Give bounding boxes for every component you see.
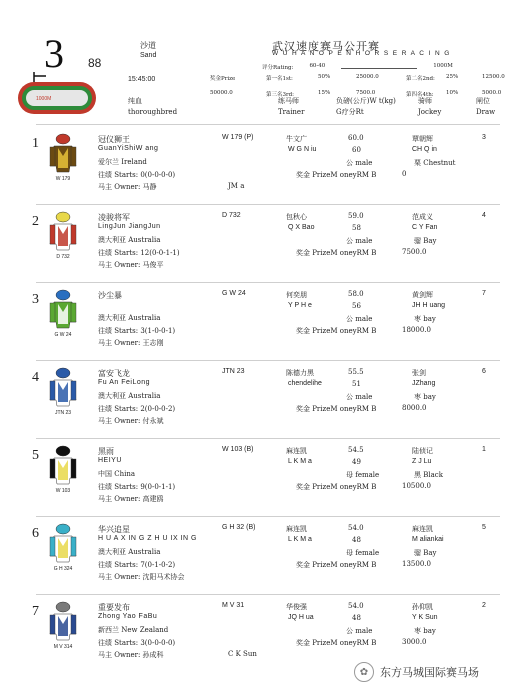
jockey-name-cn: 范成义	[412, 213, 433, 221]
silk-code: G H 324	[53, 566, 73, 572]
col-trainer-en: Trainer	[278, 108, 305, 116]
prize-fourth-pct: 10%	[446, 90, 459, 96]
carried-weight: 54.5	[348, 446, 364, 454]
horse-name-en: HEIYU	[98, 457, 122, 464]
trainer-name-en: L K M a	[288, 458, 312, 465]
runner-number: 2	[32, 214, 39, 229]
horse-owner: 马主 Owner: 马俊平	[98, 261, 164, 269]
horse-sex: 公 male	[346, 393, 373, 401]
trainer-name-en: Y P H e	[288, 302, 312, 309]
horse-name-en: Zhong Yao FaBu	[98, 613, 158, 620]
prize-money-label: 奖金 PrizeM oneyRM B	[296, 327, 377, 335]
prize-money-label: 奖金 PrizeM oneyRM B	[296, 561, 377, 569]
jockey-name-en: Y K Sun	[412, 614, 438, 621]
prize-label: 奖金Prize	[210, 76, 236, 82]
horse-owner: 马主 Owner: 王志刚	[98, 339, 164, 347]
col-draw-cn: 闸位	[476, 97, 490, 105]
horse-color: 骝 Bay	[414, 549, 437, 557]
rating-value: 51	[352, 380, 361, 388]
runner-number: 1	[32, 136, 39, 151]
draw-number: 3	[482, 134, 486, 141]
horse-name-cn: 富安飞龙	[98, 369, 130, 378]
horse-origin: 澳大利亚 Australia	[98, 548, 161, 556]
watermark	[354, 662, 479, 682]
runner-row	[0, 364, 520, 442]
rating-value: 48	[352, 614, 361, 622]
carried-weight: 58.0	[348, 290, 364, 298]
prize-third-pct: 15%	[318, 90, 331, 96]
prize-money-label: 奖金 PrizeM oneyRM B	[296, 405, 377, 413]
row-divider	[36, 360, 500, 361]
prize-money-value: 7500.0	[402, 248, 427, 256]
col-trainer	[278, 96, 304, 118]
rating-range: 60-40	[309, 63, 326, 69]
prize-money-value: 18000.0	[402, 326, 431, 334]
horse-code: M V 31	[222, 602, 245, 609]
carried-weight: 54.0	[348, 524, 364, 532]
jockey-name-cn: 黄剑辉	[412, 291, 433, 299]
prize-third-amt: 7500.0	[356, 90, 376, 96]
trainer-name-cn: 麻连凯	[286, 447, 307, 455]
runner-number: 6	[32, 526, 39, 541]
horse-sex: 公 male	[346, 237, 373, 245]
horse-color: 黑 Black	[414, 471, 443, 479]
rating-value: 48	[352, 536, 361, 544]
jockey-name-cn: 张剑	[412, 369, 426, 377]
horse-name-en: Fu An FeiLong	[98, 379, 151, 386]
race-sub-number: 88	[88, 56, 102, 70]
prize-money-value: 10500.0	[402, 482, 431, 490]
rating-value: 58	[352, 224, 361, 232]
trainer-name-cn: 包秋心	[286, 213, 307, 221]
jockey-name-en: JZhang	[412, 380, 436, 387]
jockey-name-cn: 孙仰凯	[412, 603, 433, 611]
horse-record: 往绩 Starts: 2(0-0-0-2)	[98, 405, 176, 413]
horse-owner: 马主 Owner: 沈阳马术协会	[98, 573, 185, 581]
jockey-silk-icon	[48, 288, 78, 330]
draw-number: 1	[482, 446, 486, 453]
horse-name-cn: 凌骏将军	[98, 213, 130, 222]
race-number: 3	[44, 31, 64, 76]
distance-rule	[341, 61, 417, 69]
col-blood-en: thoroughbred	[128, 108, 178, 116]
jockey-name-cn: 陆侦记	[412, 447, 433, 455]
prize-fourth-amt: 5000.0	[482, 90, 502, 96]
col-draw-en: Draw	[476, 108, 496, 116]
col-trainer-cn: 练马师	[278, 97, 299, 105]
distance: 1000M	[433, 63, 453, 69]
prize-third-label: 第三名3rd:	[266, 92, 295, 98]
horse-record: 往绩 Starts: 3(1-0-0-1)	[98, 327, 176, 335]
col-jockey-en: Jockey	[418, 108, 442, 116]
prize-money-label: 奖金 PrizeM oneyRM B	[296, 483, 377, 491]
silk-code: M V 314	[53, 644, 73, 650]
header-divider	[36, 124, 500, 125]
prize-money-value: 3000.0	[402, 638, 427, 646]
horse-color: 枣 bay	[414, 315, 436, 323]
horse-name-en: GuanYiShiW ang	[98, 145, 159, 152]
horse-owner-en: C K Sun	[228, 650, 257, 658]
runner-row	[0, 442, 520, 520]
trainer-name-cn: 何奕朋	[286, 291, 307, 299]
horse-code: W 103 (B)	[222, 446, 254, 453]
horse-origin: 新西兰 New Zealand	[98, 626, 169, 634]
trainer-name-cn: 牛文广	[286, 135, 307, 143]
horse-name-en: H U A X IN G Z H U IX IN G	[98, 535, 197, 542]
prize-money-label: 奖金 PrizeM oneyRM B	[296, 639, 377, 647]
horse-origin: 澳大利亚 Australia	[98, 236, 161, 244]
horse-origin: 澳大利亚 Australia	[98, 314, 161, 322]
draw-number: 4	[482, 212, 486, 219]
horse-sex: 公 male	[346, 315, 373, 323]
horse-record: 往绩 Starts: 0(0-0-0-0)	[98, 171, 176, 179]
prize-first-label: 第一名1st:	[266, 76, 293, 82]
col-jockey	[418, 96, 441, 118]
jockey-name-en: Z J Lu	[412, 458, 432, 465]
horse-record: 往绩 Starts: 3(0-0-0-0)	[98, 639, 176, 647]
jockey-name-en: C Y Fan	[412, 224, 438, 231]
horse-code: G W 24	[222, 290, 246, 297]
runner-number: 3	[32, 292, 39, 307]
col-weight	[336, 96, 396, 118]
race-title-en: W U H A N O P E N H O R S E R A C I N G	[272, 50, 451, 57]
col-blood-cn: 纯血	[128, 97, 142, 105]
col-draw	[476, 96, 495, 118]
horse-name-cn: 黑雨	[98, 447, 114, 456]
trainer-name-en: chendelihe	[288, 380, 322, 387]
horse-owner: 马主 Owner: 付永斌	[98, 417, 164, 425]
horse-sex: 公 male	[346, 627, 373, 635]
jockey-name-cn: 麻连凯	[412, 525, 433, 533]
horse-origin: 澳大利亚 Australia	[98, 392, 161, 400]
carried-weight: 60.0	[348, 134, 364, 142]
jockey-silk-icon	[48, 132, 78, 174]
jockey-silk-icon	[48, 600, 78, 642]
surface-en: Sand	[140, 52, 157, 59]
wechat-icon: ✿	[354, 662, 374, 682]
draw-number: 7	[482, 290, 486, 297]
silk-code: W 103	[55, 488, 71, 494]
prize-money-value: 8000.0	[402, 404, 427, 412]
trainer-name-cn: 华俊强	[286, 603, 307, 611]
runner-number: 7	[32, 604, 39, 619]
row-divider	[36, 282, 500, 283]
horse-code: D 732	[222, 212, 241, 219]
jockey-silk-icon	[48, 522, 78, 564]
horse-record: 往绩 Starts: 9(0-0-1-1)	[98, 483, 176, 491]
horse-sex: 母 female	[346, 549, 380, 557]
rating-value: 56	[352, 302, 361, 310]
trainer-name-en: Q X Bao	[288, 224, 315, 231]
horse-color: 骝 Bay	[414, 237, 437, 245]
carried-weight: 55.5	[348, 368, 364, 376]
runner-number: 5	[32, 448, 39, 463]
rating-value: 60	[352, 146, 361, 154]
horse-origin: 爱尔兰 Ireland	[98, 158, 147, 166]
draw-number: 5	[482, 524, 486, 531]
surface-cn: 沙道	[140, 41, 156, 50]
trainer-name-en: L K M a	[288, 536, 312, 543]
prize-first-pct: 50%	[318, 74, 331, 80]
prize-second-amt: 12500.0	[482, 74, 505, 80]
prize-money-label: 奖金 PrizeM oneyRM B	[296, 249, 377, 257]
runner-row	[0, 286, 520, 364]
jockey-name-cn: 覃朝辉	[412, 135, 433, 143]
horse-origin: 中国 China	[98, 470, 136, 478]
race-time: 15:45:00	[128, 76, 156, 83]
horse-name-cn: 沙尘暴	[98, 291, 122, 300]
draw-number: 2	[482, 602, 486, 609]
carried-weight: 59.0	[348, 212, 364, 220]
trainer-name-en: W G N iu	[288, 146, 317, 153]
jockey-silk-icon	[48, 444, 78, 486]
jockey-silk-icon	[48, 210, 78, 252]
rating-value: 49	[352, 458, 361, 466]
jockey-name-en: JH H uang	[412, 302, 446, 309]
trainer-name-en: JQ H ua	[288, 614, 314, 621]
runner-row	[0, 130, 520, 208]
track-diagram	[14, 70, 100, 118]
prize-money-value: 13500.0	[402, 560, 431, 568]
horse-sex: 公 male	[346, 159, 373, 167]
horse-owner: 马主 Owner: 孙成科	[98, 651, 164, 659]
horse-code: G H 32 (B)	[222, 524, 256, 531]
horse-name-cn: 重要发布	[98, 603, 130, 612]
horse-code: JTN 23	[222, 368, 245, 375]
horse-record: 往绩 Starts: 12(0-0-1-1)	[98, 249, 180, 257]
rating-label: 评分Rating:	[262, 65, 294, 71]
horse-name-cn: 华兴追星	[98, 525, 130, 534]
draw-number: 6	[482, 368, 486, 375]
horse-color: 枣 bay	[414, 393, 436, 401]
horse-owner: 马主 Owner: 马静	[98, 183, 157, 191]
row-divider	[36, 516, 500, 517]
runner-number: 4	[32, 370, 39, 385]
track-label: 1000M	[36, 96, 52, 102]
horse-sex: 母 female	[346, 471, 380, 479]
jockey-silk-icon	[48, 366, 78, 408]
prize-fourth-label: 第四名4th:	[406, 92, 434, 98]
carried-weight: 54.0	[348, 602, 364, 610]
prize-second-label: 第二名2nd:	[406, 76, 435, 82]
silk-code: G W 24	[54, 332, 72, 338]
horse-code: W 179 (P)	[222, 134, 254, 141]
horse-owner: 马主 Owner: 高建鸥	[98, 495, 164, 503]
horse-record: 往绩 Starts: 7(0-1-0-2)	[98, 561, 176, 569]
col-blood	[128, 96, 177, 118]
row-divider	[36, 438, 500, 439]
jockey-name-en: M aliankai	[412, 536, 444, 543]
silk-code: JTN 23	[54, 410, 72, 416]
horse-name-cn: 冠仪狮王	[98, 135, 130, 144]
prize-second-pct: 25%	[446, 74, 459, 80]
silk-code: D 732	[56, 254, 70, 260]
prize-money-value: 0	[402, 170, 407, 178]
row-divider	[36, 594, 500, 595]
runner-row	[0, 520, 520, 598]
col-jockey-cn: 骑师	[418, 97, 432, 105]
jockey-name-en: CH Q in	[412, 146, 437, 153]
col-weight-en: G疗分Rt	[336, 108, 364, 116]
horse-owner-en: JM a	[228, 182, 245, 190]
horse-color: 枣 bay	[414, 627, 436, 635]
prize-first-amt: 25000.0	[356, 74, 379, 80]
horse-name-en: LingJun JiangJun	[98, 223, 161, 230]
col-weight-cn: 负磅(公斤)W t(kg)	[336, 97, 396, 105]
trainer-name-cn: 麻连凯	[286, 525, 307, 533]
prize-table	[210, 74, 520, 98]
race-title-cn: 武汉速度赛马公开赛	[272, 40, 380, 53]
watermark-text: 东方马城国际赛马场	[380, 666, 479, 679]
horse-color: 栗 Chestnut	[414, 159, 456, 167]
silk-code: W 179	[55, 176, 71, 182]
row-divider	[36, 204, 500, 205]
rating-line	[262, 63, 453, 71]
trainer-name-cn: 陈德力黑	[286, 369, 314, 377]
prize-total: 50000.0	[210, 90, 233, 96]
prize-money-label: 奖金 PrizeM oneyRM B	[296, 171, 377, 179]
runner-row	[0, 208, 520, 286]
